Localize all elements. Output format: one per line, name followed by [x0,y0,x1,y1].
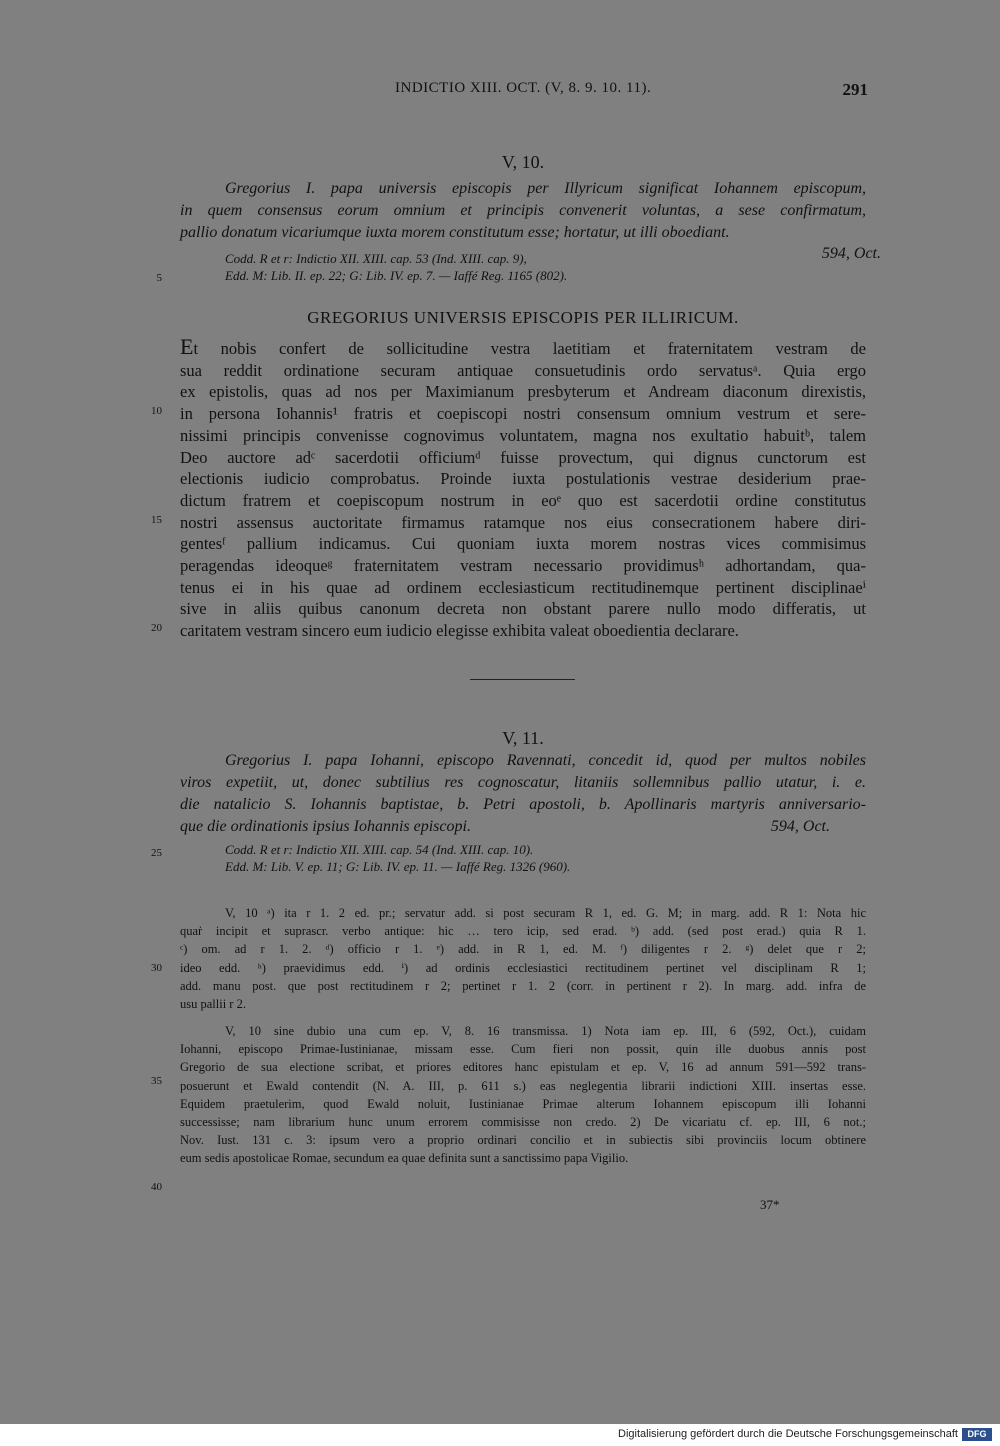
commentary-line: Equidem praetulerim, quod Ewald noluit, Iustinianae Primae alterum Iohannem episcopum illi Iohanni [180,1096,866,1111]
letter-body [180,336,866,642]
body-line: dictum fratrem et coepiscopum nostrum in eoᵉ quo est sacerdotii ordine constitutus [180,490,866,510]
body-line: in persona Iohannis¹ fratris et coepiscopi nostri consensum omnium vestrum et sere- [180,404,866,424]
body-line: electionis iudicio comprobatus. Proinde iuxta postulationis vestrae desiderium prae- [180,469,866,489]
body-line: t nobis confert de sollicitudine vestra laetitiam et fraternitatem vestram de [193,339,866,358]
commentary-line: Nov. Iust. 131 c. 3: ipsum vero a proprio ordinari concilio et in subiectis sibi provinciis locum obtinere [180,1133,866,1148]
page-number: 291 [842,80,868,99]
editions-line: Edd. M: Lib. V. ep. 11; G: Lib. IV. ep. 11. — Iaffé Reg. 1326 (960). [225,859,571,874]
line-number: 20 [151,622,162,634]
letter-summary [180,750,866,838]
body-line: nostri assensus auctoritate firmamus ratamque nos eius consecrationem habere diri- [180,512,866,532]
editions-line: Edd. M: Lib. II. ep. 22; G: Lib. IV. ep. 7. — Iaffé Reg. 1165 (802). [225,268,568,283]
body-line: sive in aliis quibus canonum decreta non obstant parere nullo modo differatis, ut [180,599,866,619]
summary-line: Gregorius I. papa Iohanni, episcopo Ravennati, concedit id, quod per multos nobiles [225,752,866,769]
running-title: INDICTIO XIII. OCT. (V, 8. 9. 10. 11). [395,80,652,96]
line-number: 10 [151,405,162,417]
section-divider [470,679,575,680]
line-number: 35 [151,1075,162,1087]
body-line: ex epistolis, quas ad nos per Maximianum presbyterum et Andream diaconum direxistis, [180,382,866,402]
dfg-logo[interactable]: DFG [962,1428,992,1441]
apparatus-line: V, 10 ᵃ) ita r 1. 2 ed. pr.; servatur add. si post securam R 1, ed. G. M; in marg. add. R 1: Nota hic [225,906,866,920]
commentary-line: Gregorio de sua electione scribat, et priores editores hanc epistulam et ep. V, 16 ad annum 591—592 trans- [180,1060,866,1075]
apparatus-line: add. manu post. que post rectitudinem r 2; pertinet r 1. 2 (corr. in pertinent r 2). In marg. add. infra de [180,978,866,993]
line-number: 30 [151,962,162,974]
body-line: caritatem vestram sincero eum iudicio elegisse exhibita valeat oboedientia declarare. [180,621,739,641]
body-line: peragendas ideoqueᵍ fraternitatem vestram necessario providimusʰ adhortandam, qua- [180,556,866,576]
body-line: tenus ei in his quae ad ordinem ecclesiasticum rectitudinemque pertinent disciplinaeⁱ [180,577,866,597]
drop-initial: E [180,334,194,359]
summary-line: die natalicio S. Iohannis baptistae, b. Petri apostoli, b. Apollinaris martyris anniversario- [180,796,866,813]
summary-line: in quem consensus eorum omnium et principis convenerit voluntas, a sese confirmatum, [180,202,866,219]
letter-heading: V, 10. [501,152,545,172]
commentary-line: posuerunt et Ewald contendit (N. A. III, p. 611 s.) eas neglegentia librarii indictioni XIII. insertas esse. [180,1078,866,1093]
apparatus-line: quaṙ incipit et suprascr. verbo antique: hic … tero icip, sed erad. ᵇ) add. (sed post erad.) quia R 1. [180,924,866,939]
codices-line: Codd. R et r: Indictio XII. XIII. cap. 54 (Ind. XIII. cap. 10). [225,842,534,857]
commentary-line: eum sedis apostolicae Romae, secundum ea quae definita sunt a sanctissimo papa Vigilio. [180,1151,629,1166]
letter-date: 594, Oct. [770,818,830,835]
line-number: 5 [156,272,162,284]
letter-date: 594, Oct. [821,245,881,262]
line-number: 15 [151,514,162,526]
commentary-notes [180,1022,866,1168]
body-line: nissimi principis convenisse cognovimus voluntatem, magna nos exultatio habuitᵇ, talem [180,425,866,445]
codices-editions [180,245,911,284]
body-line: sua reddit ordinatione securam antiquae consuetudinis ordo servatusᵃ. Quia ergo [180,360,866,380]
letter-heading: V, 11. [502,728,544,748]
signature-mark: 37* [760,1197,780,1212]
commentary-line: successisse; nam librarium hunc unum errorem commisisse non credo. 2) De vicariatu cf. ep. III, 6 not.; [180,1115,866,1130]
summary-line: que die ordinationis ipsius Iohannis episcopi. [180,818,471,835]
summary-line: viros expetiit, ut, donec subtilius res cognoscatur, litaniis sollemnibus pallio utatur, i. e. [180,774,866,791]
funding-credit: Digitalisierung gefördert durch die Deutsche Forschungsgemeinschaft [618,1428,958,1440]
letter-address: GREGORIUS UNIVERSIS EPISCOPIS PER ILLIRICUM. [307,308,739,327]
apparatus-line: ᶜ) om. ad r 1. 2. ᵈ) officio r 1. ᵉ) add. in R 1, ed. M. ᶠ) diligentes r 2. ᵍ) delet que r 2; [180,942,866,957]
critical-apparatus [180,904,866,1013]
letter-summary [180,178,866,244]
codices-line: Codd. R et r: Indictio XII. XIII. cap. 53 (Ind. XIII. cap. 9), [225,251,527,266]
line-number: 40 [151,1181,162,1193]
line-number: 25 [151,847,162,859]
body-line: gentesᶠ pallium indicamus. Cui quoniam iuxta morem nostras vices commisimus [180,534,866,554]
commentary-line: Iohanni, episcopo Primae-Iustinianae, missam esse. Cum fieri non possit, quin ille duobus annis post [180,1042,866,1057]
commentary-line: V, 10 sine dubio una cum ep. V, 8. 16 transmissa. 1) Nota iam ep. III, 6 (592, Oct.), cuidam [225,1024,866,1038]
apparatus-line: ideo edd. ʰ) praevidimus edd. ⁱ) ad ordinis ecclesiastici rectitudinem pertinet vel disciplinam R 1; [180,960,866,975]
summary-line: pallio donatum vicariumque iuxta morem constitutum esse; hortatur, ut illi oboediant. [180,224,730,241]
body-line: Deo auctore adᶜ sacerdotii officiumᵈ fuisse provectum, qui dignus cunctorum est [180,447,866,467]
codices-editions [180,841,911,875]
footer-bar [0,1424,1000,1446]
summary-line: Gregorius I. papa universis episcopis per Illyricum significat Iohannem episcopum, [225,180,866,197]
apparatus-line: usu pallii r 2. [180,997,246,1012]
